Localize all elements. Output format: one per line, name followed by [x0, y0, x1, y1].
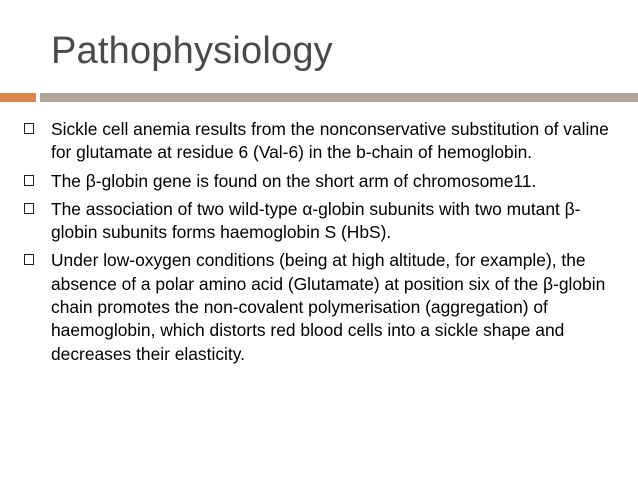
slide-title: Pathophysiology — [51, 30, 333, 72]
bullet-item — [0, 249, 638, 365]
square-bullet-icon — [24, 123, 34, 134]
title-accent-bar — [0, 93, 36, 102]
square-bullet-icon — [24, 175, 34, 186]
bullet-text: The association of two wild-type α-globin subunits with two mutant β-globin subunits forms haemoglobin S (HbS). — [51, 198, 581, 243]
square-bullet-icon — [24, 254, 34, 265]
square-bullet-icon — [24, 203, 34, 214]
bullet-text: The β-globin gene is found on the short arm of chromosome11. — [51, 170, 537, 191]
bullet-item — [0, 198, 638, 245]
bullet-text: Under low-oxygen conditions (being at high altitude, for example), the absence of a polar amino acid (Glutamate) at position six of the β-globin chain promotes the non-covalent polymerisation (aggregation) of haemoglobin, which distorts red blood cells into a sickle shape and decreases their elasticity. — [51, 250, 606, 364]
bullet-text: Sickle cell anemia results from the nonconservative substitution of valine for glutamate at residue 6 (Val-6) in the b-chain of hemoglobin. — [51, 119, 609, 163]
bullet-item — [0, 170, 638, 193]
title-underline-bar — [40, 93, 638, 102]
bullet-list — [0, 118, 638, 371]
bullet-item — [0, 118, 638, 165]
